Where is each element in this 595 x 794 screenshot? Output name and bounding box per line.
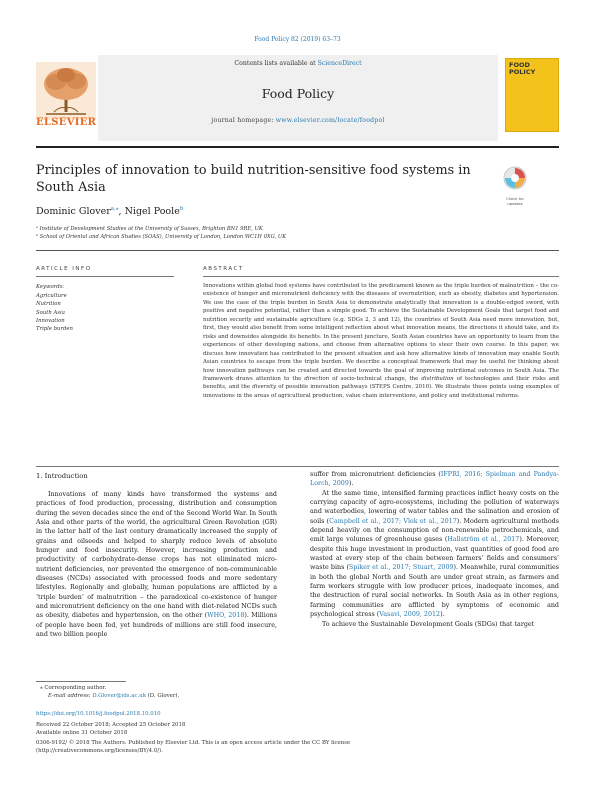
journal-homepage xyxy=(98,117,498,124)
article-info-heading: ARTICLE INFO xyxy=(36,266,92,272)
keyword: Triple burden xyxy=(36,326,73,333)
text-run: Innovations of many kinds have transformed the systems and practices of food production, processing, distribution and consumption during the seven decades since the end of the Second World War. In South Asia and other parts of the world, the agricultural Green Revolution (GR) in the latter half of the last century dramatically increased the supply of grains and oilseeds and helped to sharply reduce levels of absolute hunger and food insecurity. However, increasing production and productivity of carbohydrate-dense crops has not eliminated micro-nutrient deficiencies, nor prevented the emergence of non-communicable diseases (NCDs) associated with processed foods and more sedentary lifestyles. Regionally and globally, human populations are afflicted by a ‘triple burden’ of malnutrition – the paradoxical co-existence of hunger and micronutrient deficiency on the one hand with diet-related NCDs such as obesity, diabetes and hypertension, on the other ( xyxy=(36,491,277,620)
section-rule xyxy=(36,466,559,467)
author-affiliation-marker[interactable]: b xyxy=(179,206,184,212)
abstract-rule xyxy=(203,276,559,277)
keyword: Innovation xyxy=(36,317,65,324)
sciencedirect-link[interactable]: ScienceDirect xyxy=(317,60,362,67)
text-run: ). Meanwhile, rural communities in both the global North and South are under great strain, as farmers and farm workers struggle with low producer prices, inadequate incomes, and the destruction of rural social networks. In South Asia as in other regions, farming communities are afflicted by symptoms of economic and psychological stress ( xyxy=(310,564,559,619)
contents-line xyxy=(98,60,498,67)
crossmark-label: Check for updates xyxy=(505,196,525,206)
body-paragraph xyxy=(36,490,277,640)
affiliation: ᵇ School of Oriental and African Studies (SOAS), University of London, London WC1H 0XG, UK xyxy=(36,234,287,240)
abstract-segment: Innovations within global food systems have contributed to the predicament known as the triple burden of malnutrition – the co-existence of hunger and micronutrient deficiency with the diseases of overnutrition, such as obesity, diabetes and hypertension. We use the case of the triple burden in South Asia to demonstrate analytically that innovation is a double-edged sword, with positive and negative potential, rather than a simple good. To achieve the Sustainable Development Goals that target food and nutrition security and sustainable agriculture (e.g. SDGs 2, 3 and 12), the countries of South Asia need more innovation, but, first, they would also benefit from some intelligent reflection about what innovation means, the directions it should take, and its risks and downsides alongside its benefits. In the present juncture, South Asian countries have an opportunity to learn from the experiences of other developing nations, and choose from alternative options to steer their own course. In this paper, we discuss how innovation has contributed to the present situation and ask how alternative kinds of innovation may enable South Asian countries to escape from the triple burden. We describe a conceptual framework that may be useful for thinking about how innovation pathways can be created and directed towards the goal of improving nutritional outcomes in South Asia. The framework draws attention to the xyxy=(203,283,559,382)
email-link[interactable]: D.Glover@ids.ac.uk xyxy=(92,693,146,699)
citation-link[interactable]: WHO, 2018 xyxy=(207,612,245,620)
body-column-left xyxy=(36,490,277,640)
abstract-emphasis: distribution xyxy=(421,375,454,382)
text-run: At the same time, intensified farming practices inflict heavy costs on the carrying capacity of agro-ecosystems, including the pollution of waterways and waterbodies, lowering of water tables and the salination and erosion of soils ( xyxy=(310,489,559,525)
abstract-emphasis: direction xyxy=(304,375,330,382)
affiliation: ᵃ Institute of Development Studies at the University of Sussex, Brighton BN1 9RE, UK xyxy=(36,226,263,232)
journal-title: Food Policy xyxy=(261,86,335,101)
abstract-text xyxy=(203,282,559,400)
citation-link[interactable]: Campbell et al., 2017; Vlek et al., 2017 xyxy=(329,517,457,525)
header-rule xyxy=(36,146,559,148)
author-name[interactable]: Dominic Glover xyxy=(36,206,111,218)
article-info-rule xyxy=(36,276,174,277)
homepage-prefix: journal homepage: xyxy=(211,117,276,124)
body-column-right xyxy=(310,470,559,629)
text-run: suffer from micronutrient deficiencies ( xyxy=(310,471,441,478)
cover-title xyxy=(509,62,555,76)
corresponding-author-note: ⁎ Corresponding author. xyxy=(40,685,107,691)
article-dates xyxy=(36,721,185,729)
abstract-segment: of possible innovation pathways (STEPS Centre, 2010). We illustrate these points using examples of innovations in the areas of agricultural production, value chain interventions, and policy and institutional reforms. xyxy=(203,384,559,399)
homepage-link[interactable]: www.elsevier.com/locate/foodpol xyxy=(275,117,385,124)
author-list xyxy=(36,206,183,217)
author-affiliation-marker[interactable]: a,⁎ xyxy=(110,206,119,212)
online-date: Available online 31 October 2018 xyxy=(36,730,128,736)
keyword: South Asia xyxy=(36,309,65,316)
cover-title-line2: POLICY xyxy=(509,68,536,76)
section-heading: 1. Introduction xyxy=(36,472,88,480)
text-run: ). xyxy=(440,611,445,619)
keyword: Agriculture xyxy=(36,293,67,299)
email-label: E-mail address: xyxy=(48,693,93,699)
email-note xyxy=(48,693,179,699)
title-rule xyxy=(36,250,559,251)
keyword: Nutrition xyxy=(36,301,61,308)
keywords-heading: Keywords: xyxy=(36,284,65,290)
text-run: ). Millions of people have been fed, yet hundreds of millions are still food insecure, and two billion people xyxy=(36,612,277,639)
body-paragraph xyxy=(310,620,559,629)
abstract-segment: of socio-technical change, the xyxy=(329,375,422,382)
citation-link[interactable]: Hallström et al., 2017 xyxy=(447,536,520,544)
cover-title-line1: FOOD xyxy=(509,61,530,69)
body-paragraph xyxy=(310,470,559,489)
text-run: To achieve the Sustainable Development Goals (SDGs) that target xyxy=(322,620,535,628)
email-name: (D. Glover). xyxy=(145,693,180,699)
elsevier-wordmark: ELSEVIER xyxy=(36,117,97,128)
author-separator: , xyxy=(118,206,125,218)
footnote-rule xyxy=(36,681,126,682)
citation-link[interactable]: IFPRI, 2016; Spielman and Pandya-Lorch, 2009 xyxy=(310,471,559,488)
text-run: ). Modern agricultural methods depend heavily on the consumption of non-renewable petrochemicals, and emit large volumes of greenhouse gases ( xyxy=(310,517,559,544)
journal-reference[interactable]: Food Policy 82 (2019) 63–73 xyxy=(254,36,341,43)
crossmark-badge[interactable] xyxy=(502,165,528,205)
license-text: 0306-9192/ © 2018 The Authors. Published by Elsevier Ltd. This is an open access article under the CC BY license (http://creativecommons.org/licenses/BY/4.0/). xyxy=(36,740,351,754)
abstract-heading: ABSTRACT xyxy=(203,266,244,272)
text-run: ). Moreover, despite this huge investment in production, vast quantities of good food are wasted at every step of the chain between farmers’ fields and consumers’ waste bins ( xyxy=(310,536,560,572)
received-date: Received 22 October 2018; Accepted 25 October 2018 xyxy=(36,722,186,728)
keyword-list xyxy=(36,292,73,333)
author-name[interactable]: Nigel Poole xyxy=(124,206,180,218)
body-paragraph xyxy=(310,489,559,620)
citation-link[interactable]: Spiker et al., 2017; Stuart, 2009 xyxy=(348,564,454,572)
contents-prefix: Contents lists available at xyxy=(234,60,318,67)
abstract-segment: of technologies and their risks and benefits, and the xyxy=(203,375,559,391)
article-title: Principles of innovation to build nutrition-sensitive food systems in South Asia xyxy=(36,163,471,195)
abstract-emphasis: diversity xyxy=(252,384,277,391)
text-run: ). xyxy=(348,480,354,488)
crossmark-icon xyxy=(502,165,528,193)
elsevier-tree-logo xyxy=(36,58,96,124)
doi-link[interactable]: https://doi.org/10.1016/j.foodpol.2018.10.010 xyxy=(36,711,161,717)
citation-link[interactable]: Vasavi, 2009, 2012 xyxy=(379,611,441,619)
